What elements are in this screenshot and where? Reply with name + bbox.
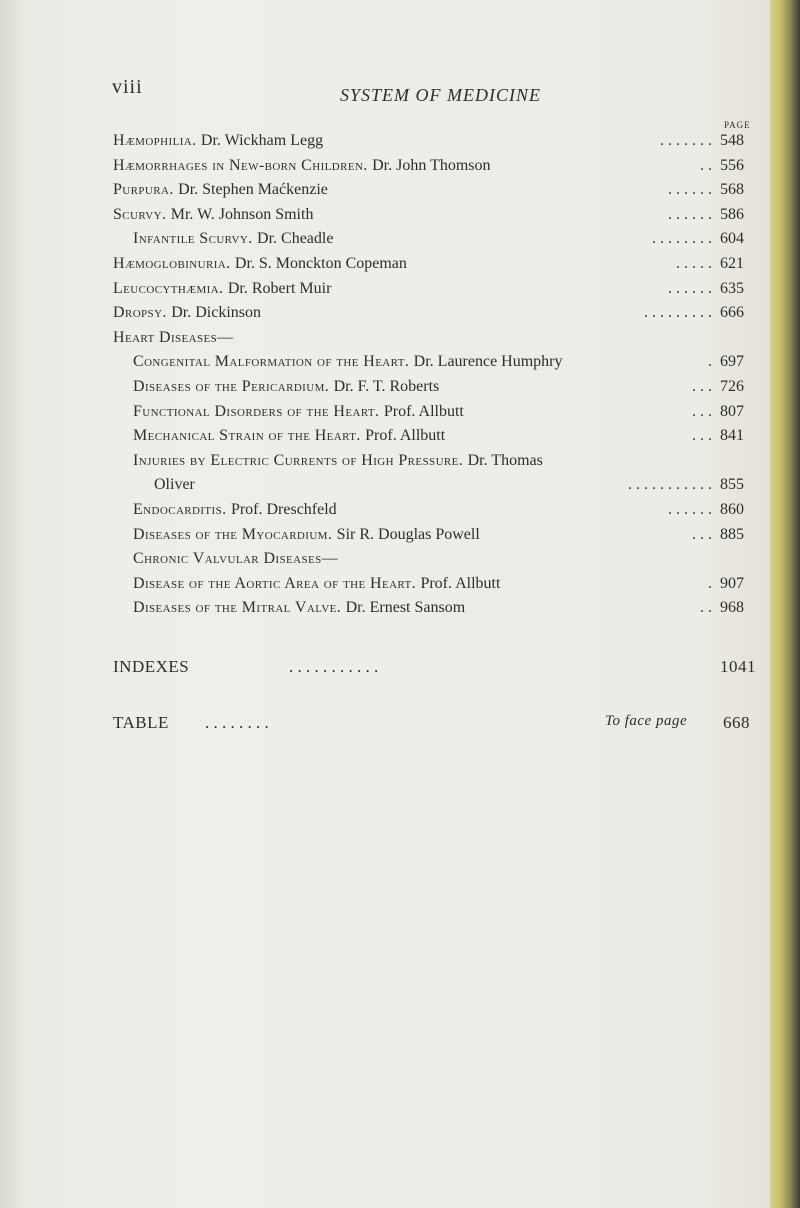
- entry-title: [113, 129, 323, 153]
- contents-entry: [0, 473, 800, 497]
- entry-leaders: . . . . .: [676, 255, 712, 272]
- entry-page: 968: [720, 599, 744, 617]
- indexes-leaders: . . . . . . . . . . .: [289, 657, 379, 676]
- entry-page: 604: [720, 230, 744, 248]
- entry-title: [133, 547, 338, 571]
- entry-leaders: .: [708, 574, 712, 592]
- entry-leaders: . . . . . .: [668, 501, 712, 518]
- entry-heading: Purpura.: [113, 181, 174, 199]
- entry-leaders: . . . . . . .: [660, 132, 712, 149]
- contents-entry: [0, 449, 800, 473]
- entry-heading: Hæmoglobinuria.: [113, 255, 231, 272]
- contents-entry: [0, 178, 800, 202]
- contents-entry: [0, 375, 800, 399]
- entry-heading: Dropsy.: [113, 304, 167, 322]
- entry-heading: Hæmophilia.: [113, 132, 197, 149]
- entry-title: [113, 178, 328, 202]
- contents-entry: [0, 154, 800, 178]
- entry-leaders: . . . . . . . . . . .: [628, 476, 712, 494]
- table-label: TABLE: [113, 713, 169, 732]
- entry-heading: Scurvy.: [113, 205, 167, 223]
- entry-author: Dr. F. T. Roberts: [333, 378, 440, 395]
- entry-page: 568: [720, 181, 744, 199]
- contents-entry: [0, 572, 800, 596]
- table-face-text: To face page: [605, 713, 688, 729]
- entry-title: [133, 498, 337, 522]
- entry-page: 621: [720, 255, 744, 272]
- entry-page: 697: [720, 353, 744, 371]
- contents-entry: [0, 227, 800, 251]
- entry-heading: Diseases of the Pericardium.: [133, 378, 330, 395]
- entry-heading: Disease of the Aortic Area of the Heart.: [133, 574, 417, 592]
- entry-leaders: . . . . . .: [668, 279, 712, 297]
- entry-leaders: . . . . . .: [668, 205, 712, 223]
- entry-author: Dr. Ernest Sansom: [345, 599, 466, 617]
- entry-leaders: . . . . . .: [668, 181, 712, 199]
- contents-entry: [0, 523, 800, 547]
- entry-title: [154, 473, 195, 497]
- contents-entry: [0, 326, 800, 350]
- contents-entry: [0, 252, 800, 276]
- entry-author: Dr. Robert Muir: [227, 279, 332, 297]
- page-column-label: PAGE: [724, 120, 751, 130]
- entry-author: Prof. Dreschfeld: [230, 501, 337, 518]
- entry-heading: Functional Disorders of the Heart.: [133, 402, 380, 420]
- entry-title: [133, 596, 465, 620]
- entry-author: Sir R. Douglas Powell: [336, 525, 480, 543]
- entry-leaders: . . . . . . . . .: [644, 304, 712, 322]
- entry-leaders: .: [708, 353, 712, 371]
- entry-leaders: . . .: [692, 402, 712, 420]
- entry-page: 807: [720, 402, 744, 420]
- entry-heading: Chronic Valvular Diseases—: [133, 550, 338, 568]
- entry-title: [113, 203, 313, 227]
- entry-page: 586: [720, 205, 744, 223]
- entry-page: 726: [720, 378, 744, 395]
- entry-heading: Injuries by Electric Currents of High Pressure.: [133, 451, 464, 469]
- contents-entry: [0, 424, 800, 448]
- entry-title: [113, 277, 331, 301]
- entry-author: Oliver: [154, 476, 195, 494]
- entry-author: Prof. Allbutt: [420, 574, 501, 592]
- entry-author: Dr. Wickham Legg: [200, 132, 324, 149]
- contents-entry: [0, 203, 800, 227]
- page-number: viii: [112, 76, 143, 98]
- entry-page: 841: [720, 427, 744, 445]
- entry-author: Mr. W. Johnson Smith: [170, 205, 314, 223]
- entry-page: 635: [720, 279, 744, 297]
- entry-title: [133, 572, 500, 596]
- entry-title: [133, 449, 543, 473]
- entry-title: [133, 375, 439, 399]
- entry-leaders: . .: [700, 156, 712, 174]
- entry-author: Dr. Stephen Maćkenzie: [178, 181, 328, 199]
- entry-page: 855: [720, 476, 744, 494]
- entry-author: Dr. Dickinson: [171, 304, 262, 322]
- contents-entry: [0, 498, 800, 522]
- entry-heading: Diseases of the Mitral Valve.: [133, 599, 342, 617]
- entry-heading: Leucocythæmia.: [113, 279, 224, 297]
- entry-title: [113, 252, 407, 276]
- entry-page: 556: [720, 156, 744, 174]
- table-leaders: . . . . . . . .: [205, 713, 269, 732]
- contents-entry: [0, 596, 800, 620]
- entry-title: [133, 227, 333, 251]
- indexes-label: INDEXES: [113, 657, 190, 676]
- entry-title: [113, 326, 234, 350]
- contents-entry: [0, 129, 800, 153]
- entry-title: [133, 400, 464, 424]
- entry-leaders: . . .: [692, 378, 712, 395]
- entry-author: Dr. Thomas: [467, 451, 543, 469]
- entry-heading: Congenital Malformation of the Heart.: [133, 353, 410, 371]
- table-page: 668: [723, 713, 750, 732]
- contents-entry: [0, 277, 800, 301]
- entry-heading: Infantile Scurvy.: [133, 230, 253, 248]
- entry-leaders: . . . . . . . .: [652, 230, 712, 248]
- entry-heading: Endocarditis.: [133, 501, 227, 518]
- entry-author: Dr. John Thomson: [372, 156, 491, 174]
- entry-author: Prof. Allbutt: [365, 427, 446, 445]
- entry-title: [133, 424, 445, 448]
- entry-author: Dr. S. Monckton Copeman: [234, 255, 407, 272]
- entry-heading: Heart Diseases—: [113, 328, 234, 346]
- contents-entry: [0, 301, 800, 325]
- entry-author: Prof. Allbutt: [383, 402, 464, 420]
- entry-author: Dr. Cheadle: [257, 230, 334, 248]
- entry-heading: Hæmorrhages in New-born Children.: [113, 156, 368, 174]
- contents-entry: [0, 350, 800, 374]
- contents-entry: [0, 400, 800, 424]
- entry-page: 666: [720, 304, 744, 322]
- entry-leaders: . . .: [692, 525, 712, 543]
- entry-leaders: . .: [700, 599, 712, 617]
- entry-author: Dr. Laurence Humphry: [413, 353, 563, 371]
- entry-heading: Mechanical Strain of the Heart.: [133, 427, 361, 445]
- entry-page: 907: [720, 574, 744, 592]
- indexes-page: 1041: [720, 657, 756, 676]
- entry-title: [133, 350, 563, 374]
- entry-page: 548: [720, 132, 744, 149]
- entry-page: 885: [720, 525, 744, 543]
- contents-entry: [0, 547, 800, 571]
- entry-leaders: . . .: [692, 427, 712, 445]
- running-head: SYSTEM OF MEDICINE: [340, 85, 541, 105]
- entry-title: [133, 523, 480, 547]
- entry-heading: Diseases of the Myocardium.: [133, 525, 333, 543]
- entry-title: [113, 154, 491, 178]
- entry-title: [113, 301, 261, 325]
- entry-page: 860: [720, 501, 744, 518]
